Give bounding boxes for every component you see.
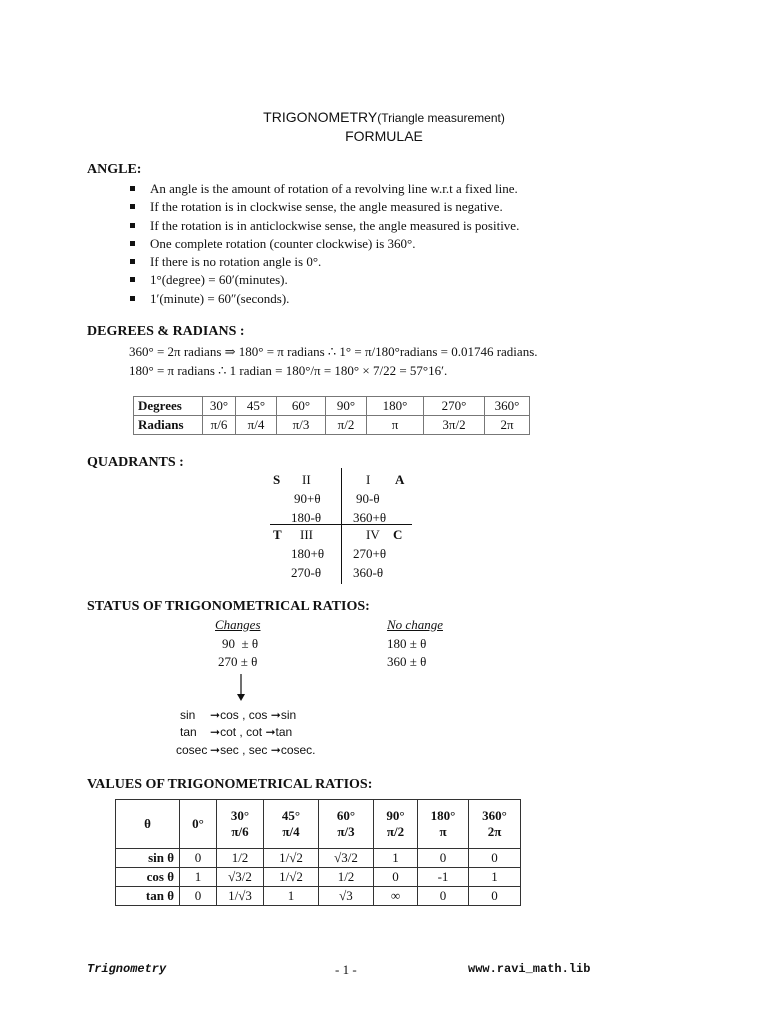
conversion-line-2: 180° = π radians ∴ 1 radian = 180°/π = 180° × 7/22 = 57°16′.	[129, 363, 448, 378]
table-cell: -1	[418, 868, 469, 887]
header-top: θ	[144, 816, 151, 831]
header-bottom: 2π	[487, 824, 502, 839]
table-cell: 270°	[424, 397, 485, 416]
table-cell: 2π	[485, 416, 530, 435]
title-main: TRIGONOMETRY	[263, 109, 378, 125]
ratio-name: tan	[275, 725, 293, 739]
table-cell: 1	[374, 849, 418, 868]
bullet-item: If there is no rotation angle is 0°.	[130, 253, 519, 271]
right-arrow-icon: ➞	[270, 708, 281, 722]
header-bottom: π/3	[337, 824, 355, 839]
degrees-radians-heading: DEGREES & RADIANS :	[87, 324, 245, 339]
header-top: 360°	[482, 808, 507, 823]
bullet-item: 1°(degree) = 60′(minutes).	[130, 271, 519, 289]
header-cell	[418, 800, 469, 849]
no-change-label: No change	[387, 617, 443, 632]
ratio-name: cos , cos	[220, 708, 268, 722]
down-arrow-icon	[235, 674, 247, 702]
quadrants-heading: QUADRANTS :	[87, 455, 184, 470]
right-arrow-icon: ➞	[265, 725, 276, 739]
table-cell: 0	[418, 887, 469, 906]
row-label: Radians	[134, 416, 203, 435]
ratio-pair-row	[180, 708, 195, 722]
ratio-pair-row	[180, 725, 197, 739]
header-bottom: π/2	[386, 824, 405, 839]
bullet-item: An angle is the amount of rotation of a revolving line w.r.t a fixed line.	[130, 180, 519, 198]
table-cell: 60°	[277, 397, 326, 416]
right-arrow-icon: ➞	[210, 708, 221, 722]
quadrant-letter-a: A	[395, 472, 405, 487]
table-row	[134, 416, 530, 435]
values-table	[115, 799, 521, 906]
page-number: - 1 -	[335, 962, 357, 977]
quadrant-angle: 90-θ	[356, 491, 380, 506]
bullet-item: If the rotation is in anticlockwise sense, the angle measured is positive.	[130, 217, 519, 235]
ratio-name: sin	[180, 708, 196, 722]
table-row	[116, 868, 521, 887]
no-change-value: 180 ± θ	[387, 636, 427, 651]
quadrant-angle: 180+θ	[291, 546, 325, 561]
table-cell: 0	[469, 887, 521, 906]
page-subtitle: FORMULAE	[345, 128, 423, 144]
quadrant-roman: I	[366, 472, 371, 487]
quadrant-diagram	[260, 468, 420, 584]
header-bottom: π/4	[282, 824, 300, 839]
ratio-name: sec , sec	[220, 743, 268, 757]
table-cell: 90°	[326, 397, 367, 416]
quadrant-letter-s: S	[273, 472, 281, 487]
table-row	[116, 849, 521, 868]
quadrant-angle: 360-θ	[353, 565, 384, 580]
quadrant-angle: 90+θ	[294, 491, 321, 506]
quadrant-letter-c: C	[393, 527, 403, 542]
table-cell: π/6	[203, 416, 236, 435]
header-top: 30°	[230, 808, 250, 823]
table-cell: 1/2	[217, 849, 264, 868]
table-cell: 1	[180, 868, 217, 887]
quadrant-roman: III	[300, 527, 313, 542]
right-arrow-icon: ➞	[210, 725, 221, 739]
ratio-name: tan	[180, 725, 197, 739]
changes-label: Changes	[215, 617, 261, 632]
quadrant-angle: 180-θ	[291, 510, 322, 525]
header-top: 0°	[192, 816, 204, 831]
quadrant-roman: II	[302, 472, 311, 487]
header-bottom: π	[439, 824, 447, 839]
ratio-name: cosec	[176, 743, 208, 757]
row-label: sin θ	[116, 849, 180, 868]
ratio-name: cot , cot	[220, 725, 263, 739]
table-cell: 1	[469, 868, 521, 887]
ratio-pair-row	[210, 743, 316, 757]
angle-bullet-list	[130, 180, 519, 308]
bullet-item: One complete rotation (counter clockwise) is 360°.	[130, 235, 519, 253]
quadrant-angle: 270-θ	[291, 565, 322, 580]
header-cell	[116, 800, 180, 849]
quadrant-letter-t: T	[273, 527, 282, 542]
table-cell: 0	[469, 849, 521, 868]
changes-value: 270 ± θ	[218, 654, 258, 669]
header-top: 90°	[386, 808, 405, 823]
quadrant-roman: IV	[366, 527, 380, 542]
table-header-row	[116, 800, 521, 849]
table-cell: π/2	[326, 416, 367, 435]
table-row	[116, 887, 521, 906]
header-bottom: π/6	[231, 824, 249, 839]
table-cell: ∞	[374, 887, 418, 906]
footer-right: www.ravi_math.lib	[468, 962, 591, 976]
table-cell: √3/2	[217, 868, 264, 887]
title-sub: (Triangle measurement)	[377, 111, 505, 125]
quadrant-angle: 270+θ	[353, 546, 387, 561]
table-cell: 0	[180, 849, 217, 868]
ratio-name: sin	[280, 708, 297, 722]
footer-left: Trignometry	[87, 962, 167, 976]
table-cell: π/3	[277, 416, 326, 435]
table-cell: 3π/2	[424, 416, 485, 435]
header-cell	[319, 800, 374, 849]
table-cell: 1/√3	[217, 887, 264, 906]
bullet-item: 1′(minute) = 60″(seconds).	[130, 290, 519, 308]
table-cell: 0	[180, 887, 217, 906]
table-cell: π	[367, 416, 424, 435]
values-heading: VALUES OF TRIGONOMETRICAL RATIOS:	[87, 777, 373, 792]
angle-heading: ANGLE:	[87, 162, 142, 177]
ratio-name: cosec.	[280, 743, 316, 757]
quadrant-angle: 360+θ	[353, 510, 387, 525]
no-change-value: 360 ± θ	[387, 654, 427, 669]
header-cell	[180, 800, 217, 849]
ratio-pair-row	[210, 708, 296, 722]
table-cell: 1	[264, 887, 319, 906]
bullet-item: If the rotation is in clockwise sense, the angle measured is negative.	[130, 198, 519, 216]
header-top: 45°	[281, 808, 301, 823]
table-cell: 360°	[485, 397, 530, 416]
page-title	[0, 109, 768, 125]
table-cell: 30°	[203, 397, 236, 416]
header-top: 60°	[336, 808, 356, 823]
table-cell: 1/2	[319, 868, 374, 887]
right-arrow-icon: ➞	[270, 743, 281, 757]
header-cell	[217, 800, 264, 849]
ratio-pair-row	[210, 725, 292, 739]
table-cell: √3	[319, 887, 374, 906]
row-label: Degrees	[134, 397, 203, 416]
row-label: cos θ	[116, 868, 180, 887]
table-row	[134, 397, 530, 416]
table-cell: 45°	[236, 397, 277, 416]
header-cell	[374, 800, 418, 849]
table-cell: 0	[418, 849, 469, 868]
header-cell	[469, 800, 521, 849]
status-heading: STATUS OF TRIGONOMETRICAL RATIOS:	[87, 599, 370, 614]
table-cell: 1/√2	[264, 849, 319, 868]
ratio-pair-row	[176, 743, 207, 757]
table-cell: 180°	[367, 397, 424, 416]
conversion-line-1: 360° = 2π radians ⇒ 180° = π radians ∴ 1° = π/180°radians = 0.01746 radians.	[129, 344, 538, 359]
table-cell: 1/√2	[264, 868, 319, 887]
table-cell: π/4	[236, 416, 277, 435]
changes-value: 90 ± θ	[222, 636, 259, 651]
header-top: 180°	[430, 808, 456, 823]
table-cell: 0	[374, 868, 418, 887]
vertical-axis-line	[341, 468, 342, 584]
row-label: tan θ	[116, 887, 180, 906]
header-cell	[264, 800, 319, 849]
degrees-radians-table	[133, 396, 530, 435]
right-arrow-icon: ➞	[210, 743, 221, 757]
table-cell: √3/2	[319, 849, 374, 868]
